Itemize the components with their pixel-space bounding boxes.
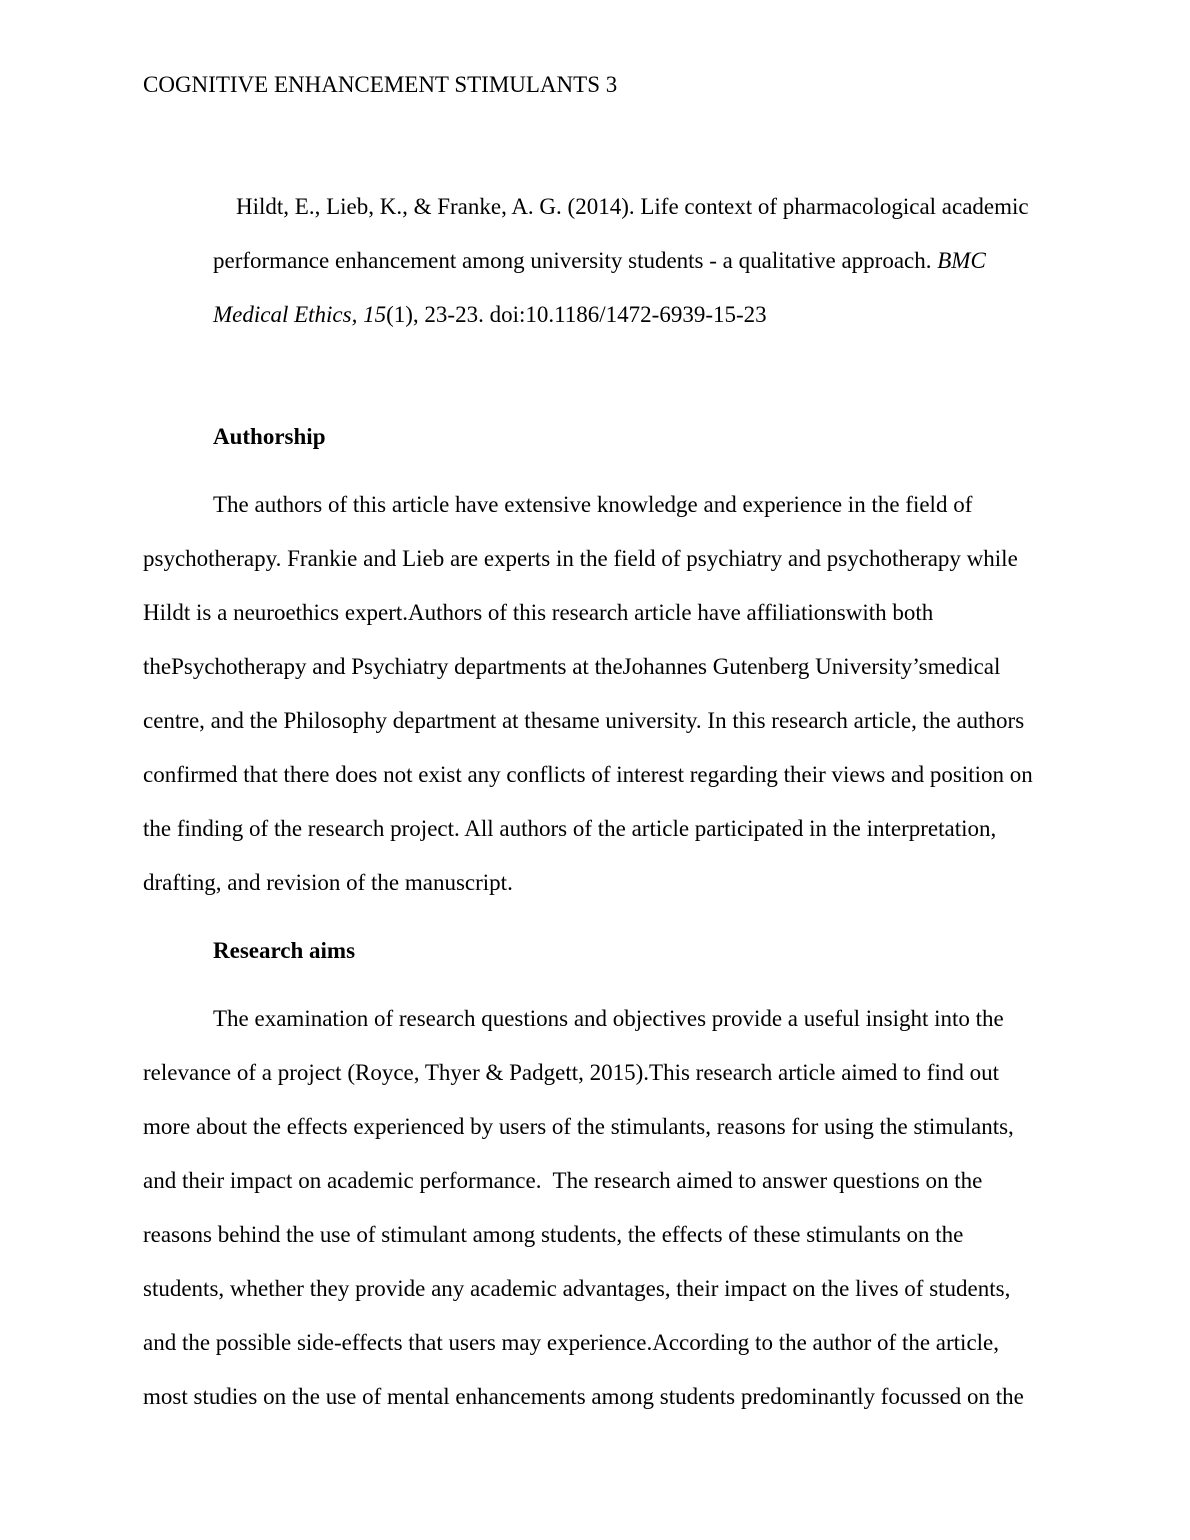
authorship-paragraph: The authors of this article have extensive knowledge and experience in the field of psychotherapy. Frankie and Lieb are experts in the field of psychiatry and psychotherapy while Hildt is a neuroethics expert.Authors of this research article have affiliationswith both thePsychotherapy and Psychiatry departments at theJohannes Gutenberg University’smedical centre, and the Philosophy department at thesame university. In this research article, the authors confirmed that there does not exist any conflicts of interest regarding their views and position on the finding of the research project. All authors of the article participated in the interpretation, drafting, and revision of the manuscript. <box>143 492 1039 895</box>
section-heading-research-aims: Research aims <box>213 938 356 963</box>
running-head-text: COGNITIVE ENHANCEMENT STIMULANTS <box>143 72 600 97</box>
page-number: 3 <box>605 72 618 97</box>
page-header <box>143 58 1045 112</box>
reference-journal-title-italic: BMC Medical Ethics, 15 <box>213 248 992 327</box>
reference-entry <box>143 126 1045 396</box>
section-heading-authorship: Authorship <box>213 424 326 449</box>
reference-text-trailing: (1), 23-23. doi:10.1186/1472-6939-15-23 <box>386 302 767 327</box>
reference-text-leading: Hildt, E., Lieb, K., & Franke, A. G. (2014). Life context of pharmacological academic performance enhancement among university students - a qualitative approach. <box>213 194 1035 273</box>
research-aims-paragraph: The examination of research questions and objectives provide a useful insight into the relevance of a project (Royce, Thyer & Padgett, 2015).This research article aimed to find out more about the effects experienced by users of the stimulants, reasons for using the stimulants, and their impact on academic performance. The research aimed to answer questions on the reasons behind the use of stimulant among students, the effects of these stimulants on the students, whether they provide any academic advantages, their impact on the lives of students, and the possible side-effects that users may experience.According to the author of the article, most studies on the use of mental enhancements among students predominantly focussed on the <box>143 1006 1024 1409</box>
